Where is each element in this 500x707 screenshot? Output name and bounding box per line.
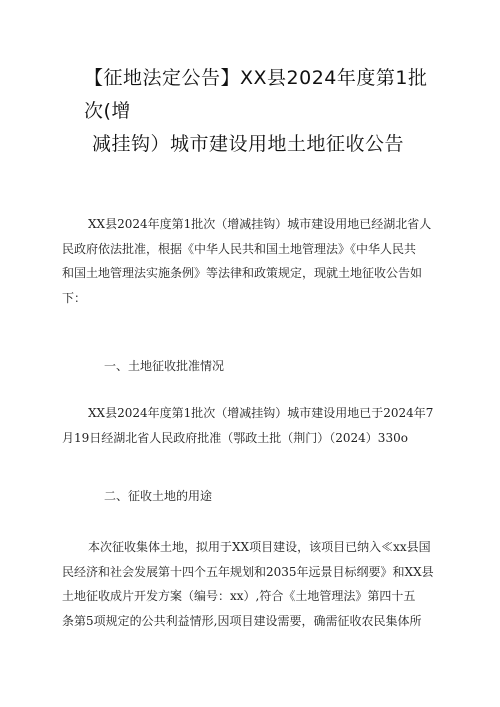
title-line-2: 减挂钩）城市建设用地土地征收公告 [92, 133, 405, 155]
page-title [84, 62, 444, 161]
section-2-heading: 二、征收土地的用途 [104, 489, 213, 503]
section-1-line-1: XX县2024年度第1批次（增减挂钩）城市建设用地已于2024年7 [88, 406, 434, 420]
intro-line-4: 下： [62, 290, 87, 305]
section-1-paragraph [62, 401, 444, 450]
section-2-line-2: 民经济和社会发展第十四个五年规划和2035年远景目标纲要》和XX县 [62, 564, 434, 579]
intro-line-3: 和国土地管理法实施条例》等法律和政策规定，现就土地征收公告如 [62, 266, 423, 280]
title-line-1: 【征地法定公告】XX县2024年度第1批次(增 [84, 67, 428, 122]
intro-line-1: XX县2024年度第1批次（增减挂钩）城市建设用地已经湖北省人 [88, 217, 432, 231]
section-2-line-4: 条第5项规定的公共利益情形,因项目建设需要，确需征收农民集体所 [62, 613, 422, 628]
section-2-line-1: 本次征收集体土地，拟用于XX项目建设，该项目已纳入≪xx县国 [88, 540, 431, 554]
intro-line-2: 民政府依法批准，根据《中华人民共和国土地管理法》《中华人民共 [62, 241, 417, 256]
intro-paragraph [62, 212, 444, 310]
section-2-line-3: 土地征收成片开发方案（编号：xx）,符合《土地管理法》第四十五 [62, 589, 416, 603]
section-1-heading: 一、土地征收批准情况 [104, 359, 225, 373]
section-1-line-2: 月19日经湖北省人民政府批准（鄂政土批（荆门）（2024）330o [62, 430, 408, 445]
section-2-paragraph [62, 535, 444, 633]
